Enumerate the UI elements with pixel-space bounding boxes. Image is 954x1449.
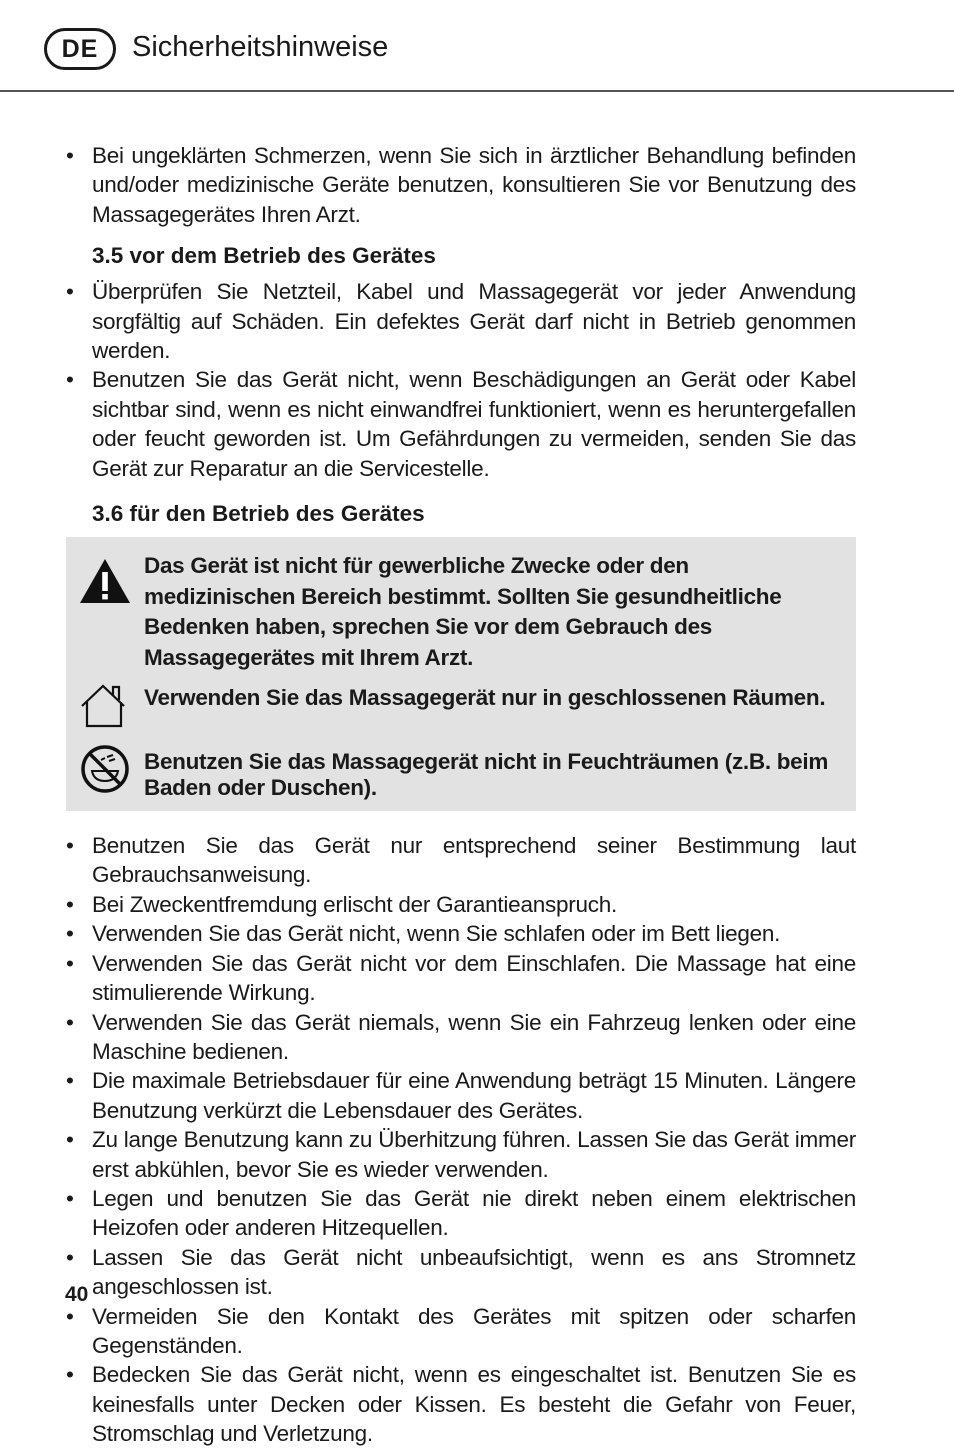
no-bath-icon — [66, 743, 144, 795]
list-item: • Lassen Sie das Gerät nicht unbeaufsichtigt, wenn es ans Stromnetz angeschlossen ist. — [66, 1243, 856, 1302]
warning-row — [66, 551, 842, 673]
list-item: • Verwenden Sie das Gerät nicht, wenn Sie schlafen oder im Bett liegen. — [66, 919, 856, 948]
page-number: 40 — [65, 1283, 89, 1306]
list-item: • Verwenden Sie das Gerät nicht vor dem Einschlafen. Die Massage hat eine stimulierende Wirkung. — [66, 949, 856, 1008]
section-heading-3-5: 3.5 vor dem Betrieb des Gerätes — [92, 243, 436, 269]
page-title: Sicherheitshinweise — [132, 31, 389, 63]
warning-row — [66, 683, 842, 729]
list-item: • Verwenden Sie das Gerät niemals, wenn Sie ein Fahrzeug lenken oder eine Maschine bedienen. — [66, 1008, 856, 1067]
list-item: • Zu lange Benutzung kann zu Überhitzung führen. Lassen Sie das Gerät immer erst abkühlen, bevor Sie es wieder verwenden. — [66, 1125, 856, 1184]
section-3-6-bullet-list — [66, 831, 856, 1449]
house-icon — [66, 683, 144, 729]
page-header — [0, 0, 954, 92]
section-3-5-bullet-list — [66, 277, 856, 483]
section-heading-3-6: 3.6 für den Betrieb des Gerätes — [92, 501, 425, 527]
intro-bullet-list — [66, 141, 856, 229]
language-badge: DE — [44, 28, 116, 70]
warning-box — [66, 537, 856, 811]
warning-text: Das Gerät ist nicht für gewerbliche Zwecke oder den medizinischen Bereich bestimmt. Sollten Sie gesundheitliche Bedenken haben, sprechen Sie vor dem Gebrauch des Massagegerätes mit Ihrem Arzt. — [144, 553, 782, 670]
list-item: • Überprüfen Sie Netzteil, Kabel und Massagegerät vor jeder Anwendung sorgfältig auf Schäden. Ein defektes Gerät darf nicht in Betrieb genommen werden. — [66, 277, 856, 365]
list-item: • Bedecken Sie das Gerät nicht, wenn es eingeschaltet ist. Benutzen Sie es keinesfalls unter Decken oder Kissen. Es besteht die Gefahr von Feuer, Stromschlag und Verletzung. — [66, 1360, 856, 1448]
warning-text: Verwenden Sie das Massagegerät nur in geschlossenen Räumen. — [144, 685, 826, 711]
list-item: • Bei ungeklärten Schmerzen, wenn Sie sich in ärztlicher Behandlung befinden und/oder medizinische Geräte benutzen, konsultieren Sie vor Benutzung des Massagegerätes Ihren Arzt. — [66, 141, 856, 229]
list-item: • Legen und benutzen Sie das Gerät nie direkt neben einem elektrischen Heizofen oder anderen Hitzequellen. — [66, 1184, 856, 1243]
warning-triangle-icon — [66, 551, 144, 605]
list-item: • Vermeiden Sie den Kontakt des Gerätes mit spitzen oder scharfen Gegenständen. — [66, 1302, 856, 1361]
list-item: • Die maximale Betriebsdauer für eine Anwendung beträgt 15 Minuten. Längere Benutzung verkürzt die Lebensdauer des Gerätes. — [66, 1066, 856, 1125]
warning-row — [66, 743, 842, 801]
list-item: • Benutzen Sie das Gerät nicht, wenn Beschädigungen an Gerät oder Kabel sichtbar sind, wenn es nicht einwandfrei funktioniert, wenn es heruntergefallen oder feucht geworden ist. Um Gefährdungen zu vermeiden, senden Sie das Gerät zur Reparatur an die Servicestelle. — [66, 365, 856, 483]
page-content — [66, 141, 856, 1449]
warning-text: Benutzen Sie das Massagegerät nicht in Feuchträumen (z.B. beim Baden oder Duschen). — [144, 749, 829, 801]
list-item: • Bei Zweckentfremdung erlischt der Garantieanspruch. — [66, 890, 856, 919]
list-item: • Benutzen Sie das Gerät nur entsprechend seiner Bestimmung laut Gebrauchsanweisung. — [66, 831, 856, 890]
